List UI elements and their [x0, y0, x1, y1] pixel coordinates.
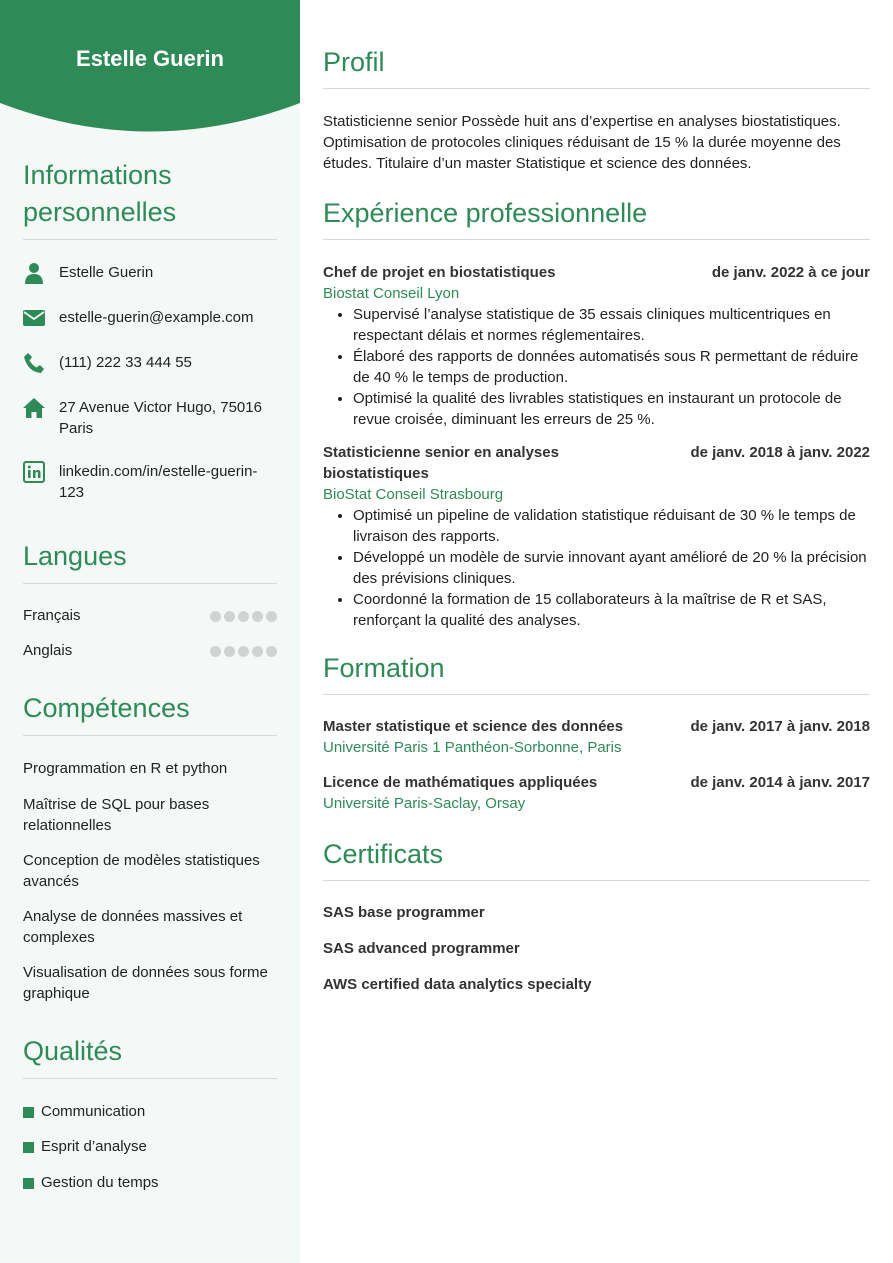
square-bullet-icon	[23, 1107, 34, 1118]
degree-date: de janv. 2014 à janv. 2017	[690, 774, 870, 791]
job-entry	[323, 262, 870, 430]
qualities-section: Qualités Communication Esprit d’analyse Gestion du temps	[23, 1033, 277, 1079]
job-company: BioStat Conseil Strasbourg	[323, 486, 504, 503]
job-bullet: • Optimisé un pipeline de validation statistique réduisant de 30 % le temps de livraison des rapports.	[353, 505, 870, 547]
school-name: Université Paris 1 Panthéon-Sorbonne, Paris	[323, 739, 622, 756]
language-level-dots	[210, 646, 277, 657]
linkedin-icon	[23, 461, 45, 483]
sidebar	[0, 0, 300, 1263]
language-name: Français	[23, 607, 81, 624]
skills-section	[23, 690, 277, 1002]
skill-item: Analyse de données massives et complexes	[23, 908, 243, 946]
language-row	[23, 607, 277, 627]
phone-icon	[23, 352, 45, 374]
education-title: Formation	[323, 650, 870, 695]
degree-title: Master statistique et science des données	[323, 718, 624, 735]
job-bullet: • Élaboré des rapports de données automatisés sous R permettant de réduire de 40 % le temps de production.	[353, 346, 870, 388]
home-icon	[23, 397, 45, 419]
square-bullet-icon	[23, 1178, 34, 1189]
job-title: Statisticienne senior en analyses biostatistiques	[323, 444, 559, 482]
education-entry	[323, 716, 870, 758]
profile-title: Profil	[323, 44, 870, 89]
profile-section	[323, 44, 870, 89]
skill-item: Visualisation de données sous forme graphique	[23, 964, 268, 1002]
personal-info-title: Informations personnelles	[23, 157, 277, 240]
skill-item: Maîtrise de SQL pour bases relationnelles	[23, 796, 210, 834]
degree-title: Licence de mathématiques appliquées	[323, 774, 598, 791]
experience-section	[323, 195, 870, 240]
job-bullet: • Optimisé la qualité des livrables statistiques en instaurant un protocole de revue croisée, diminuant les erreurs de 25 %.	[353, 388, 870, 430]
languages-section	[23, 538, 277, 659]
certificate-item: SAS base programmer	[323, 904, 485, 921]
language-row	[23, 642, 277, 662]
education-entry	[323, 772, 870, 814]
education-section	[323, 650, 870, 695]
skills-title: Compétences	[23, 690, 277, 736]
job-date: de janv. 2022 à ce jour	[711, 264, 870, 281]
language-name: Anglais	[23, 642, 73, 659]
job-bullets	[323, 505, 870, 631]
certificate-item: AWS certified data analytics specialty	[323, 976, 592, 993]
skill-item: Conception de modèles statistiques avancés	[23, 852, 260, 890]
experience-title: Expérience professionnelle	[323, 195, 870, 240]
qualities-title: Qualités	[23, 1033, 277, 1079]
profile-text: Statisticienne senior Possède huit ans d’expertise en analyses biostatistiques. Optimisation de protocoles cliniques réduisant de 15 % la durée moyenne des études. Titulaire d’un master Statistique et science des données.	[323, 113, 841, 172]
personal-info-section: Informations personnelles Estelle Guerin estelle-guerin@example.com (111) 222 33 444 55 27 Avenue Victor Hugo, 75016 Paris linkedin.com/in/estelle-guerin-123	[23, 157, 277, 240]
square-bullet-icon	[23, 1142, 34, 1153]
languages-title: Langues	[23, 538, 277, 584]
candidate-name: Estelle Guerin	[76, 46, 224, 71]
job-entry	[323, 442, 870, 631]
job-bullet: • Coordonné la formation de 15 collaborateurs à la maîtrise de R et SAS, renforçant la qualité des analyses.	[353, 589, 870, 631]
school-name: Université Paris-Saclay, Orsay	[323, 795, 526, 812]
language-level-dots	[210, 611, 277, 622]
certificates-title: Certificats	[323, 836, 870, 881]
job-bullet: • Développé un modèle de survie innovant ayant amélioré de 20 % la précision des prévisions cliniques.	[353, 547, 870, 589]
degree-date: de janv. 2017 à janv. 2018	[690, 718, 870, 735]
job-bullets	[323, 304, 870, 430]
skill-item: Programmation en R et python	[23, 760, 228, 777]
job-title: Chef de projet en biostatistiques	[323, 264, 556, 281]
envelope-icon	[23, 307, 45, 329]
job-date: de janv. 2018 à janv. 2022	[690, 444, 870, 461]
job-company: Biostat Conseil Lyon	[323, 285, 460, 302]
certificate-item: SAS advanced programmer	[323, 940, 520, 957]
job-bullet: • Supervisé l’analyse statistique de 35 essais cliniques multicentriques en respectant délais et normes réglementaires.	[353, 304, 870, 346]
certificates-section	[323, 836, 870, 881]
user-icon	[23, 262, 45, 284]
